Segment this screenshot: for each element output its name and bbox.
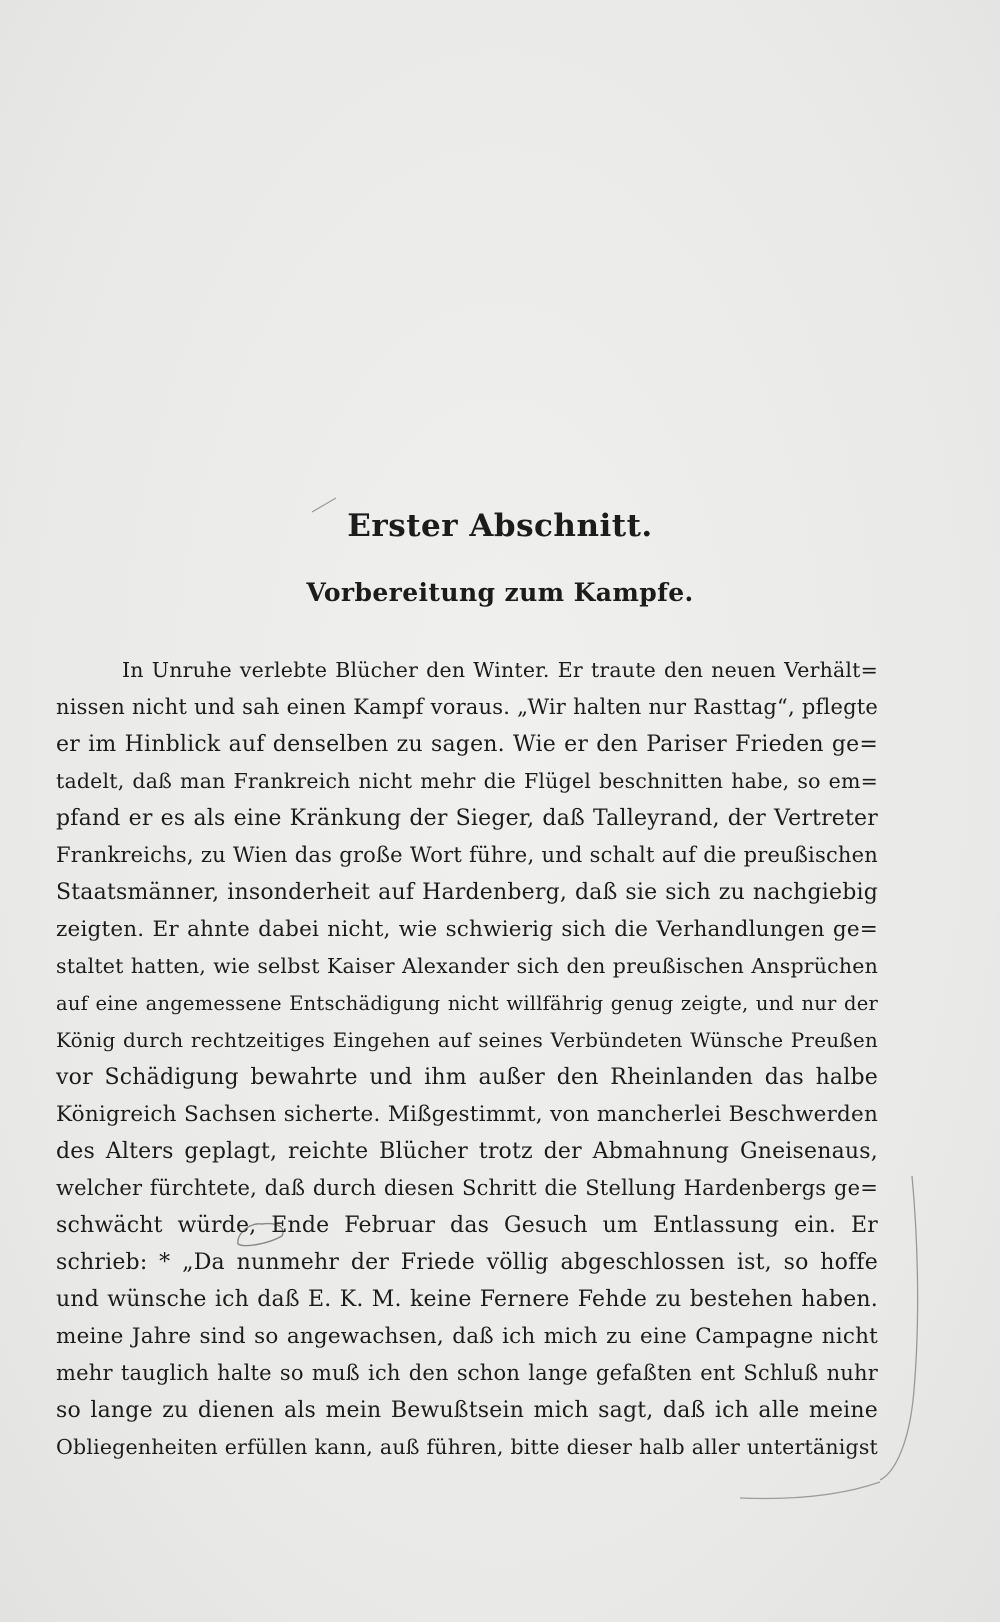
pencil-underline-stroke [740, 1482, 880, 1498]
text-line: so lange zu dienen als mein Bewußtsein mich sagt, daß ich alle meine [56, 1398, 878, 1423]
text-line: schwächt würde, Ende Februar das Gesuch um Entlassung ein. Er [56, 1213, 878, 1238]
text-line: In Unruhe verlebte Blücher den Winter. Er traute den neuen Verhält= [122, 658, 878, 682]
text-line: staltet hatten, wie selbst Kaiser Alexander sich den preußischen Ansprüchen [56, 954, 878, 978]
text-line: pfand er es als eine Kränkung der Sieger, daß Talleyrand, der Vertreter [56, 806, 878, 831]
text-line: nissen nicht und sah einen Kampf voraus. „Wir halten nur Rasttag“, pflegte [56, 695, 878, 719]
text-line: auf eine angemessene Entschädigung nicht willfährig genug zeigte, und nur der [56, 992, 878, 1015]
body-paragraph [56, 652, 878, 1466]
section-title: Vorbereitung zum Kampfe. [306, 578, 694, 607]
pencil-margin-bracket [880, 1176, 918, 1480]
text-line: vor Schädigung bewahrte und ihm außer den Rheinlanden das halbe [56, 1065, 878, 1090]
text-line: mehr tauglich halte so muß ich den schon lange gefaßten ent Schluß nuhr [56, 1361, 878, 1385]
text-line: König durch rechtzeitiges Eingehen auf seines Verbündeten Wünsche Preußen [56, 1028, 878, 1052]
text-line: tadelt, daß man Frankreich nicht mehr die Flügel beschnitten habe, so em= [56, 769, 878, 793]
text-line: meine Jahre sind so angewachsen, daß ich mich zu eine Campagne nicht [56, 1324, 878, 1349]
text-line: welcher fürchtete, daß durch diesen Schritt die Stellung Hardenbergs ge= [56, 1176, 878, 1200]
text-line: er im Hinblick auf denselben zu sagen. Wie er den Pariser Frieden ge= [56, 732, 878, 757]
text-line: Königreich Sachsen sicherte. Mißgestimmt, von mancherlei Beschwerden [56, 1102, 878, 1127]
text-line: Frankreichs, zu Wien das große Wort führe, und schalt auf die preußischen [56, 843, 878, 867]
text-line: schrieb: * „Da nunmehr der Friede völlig abgeschlossen ist, so hoffe [56, 1250, 878, 1275]
text-line: zeigten. Er ahnte dabei nicht, wie schwierig sich die Verhandlungen ge= [56, 917, 878, 942]
text-line: Obliegenheiten erfüllen kann, auß führen, bitte dieser halb aller untertänigst [56, 1435, 878, 1459]
chapter-title: Erster Abschnitt. [347, 508, 653, 544]
text-line: des Alters geplagt, reichte Blücher trotz der Abmahnung Gneisenaus, [56, 1139, 878, 1164]
text-line: und wünsche ich daß E. K. M. keine Fernere Fehde zu bestehen haben. [56, 1287, 878, 1312]
text-line: Staatsmänner, insonderheit auf Hardenberg, daß sie sich zu nachgiebig [56, 880, 878, 905]
